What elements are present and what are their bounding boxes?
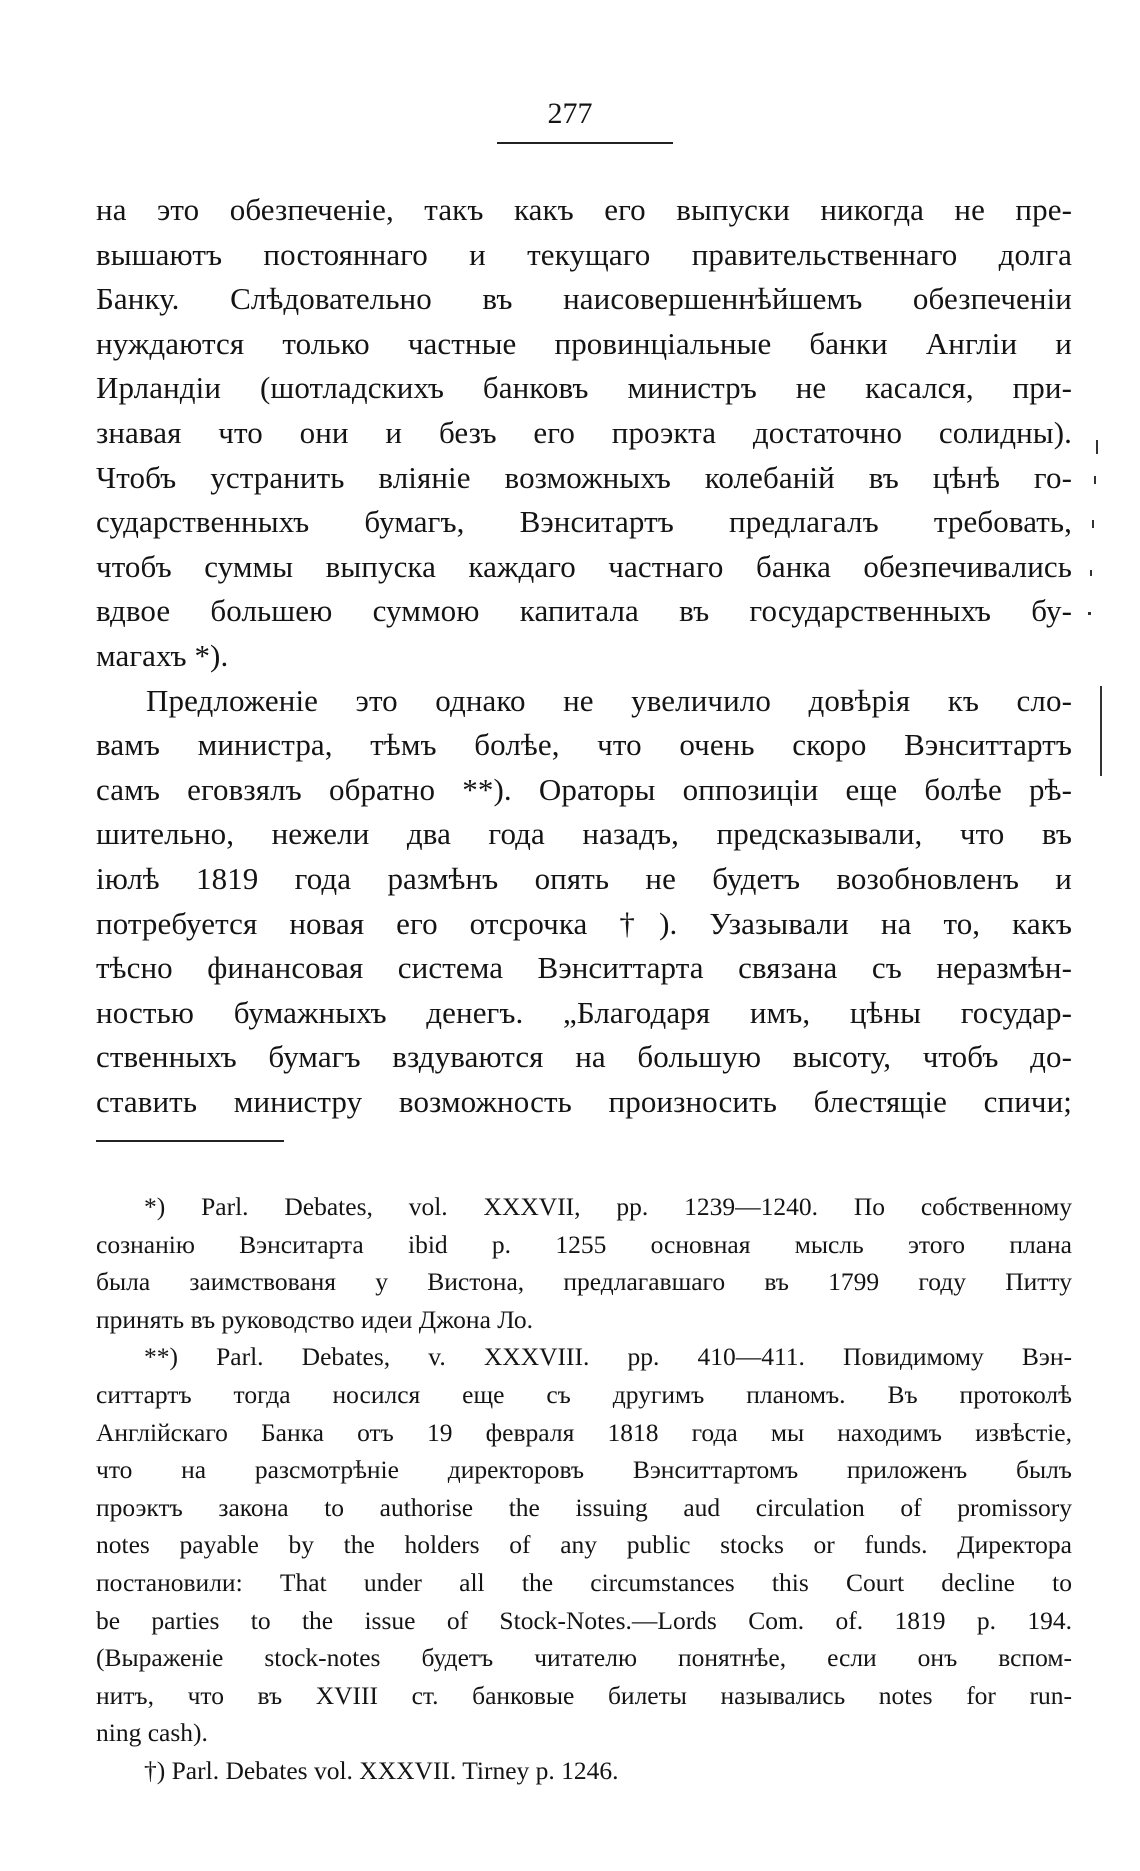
text-line: самъ еговзялъ обратно **). Ораторы оппозиціи еще болѣе рѣ- bbox=[96, 771, 1072, 807]
text-line: нуждаются только частные провинціальные банки Англіи и bbox=[96, 325, 1072, 361]
footnote-line: была заимствованя у Вистона, предлагавшаго въ 1799 году Питту bbox=[96, 1267, 1072, 1297]
footnote-line: нитъ, что въ XVIII ст. банковые билеты назывались notes for run- bbox=[96, 1680, 1072, 1710]
footnote-line: ситтартъ тогда носился еще съ другимъ планомъ. Въ протоколѣ bbox=[96, 1379, 1072, 1409]
footnote-line: ning cash). bbox=[96, 1718, 208, 1748]
text-line: чтобъ суммы выпуска каждаго частнаго банка обезпечивались bbox=[96, 548, 1072, 584]
footnote-line: проэктъ закона to authorise the issuing aud circulation of promissory bbox=[96, 1492, 1072, 1522]
text-line: вамъ министра, тѣмъ болѣе, что очень скоро Вэнситтартъ bbox=[96, 727, 1072, 763]
text-line: ственныхъ бумагъ вздуваются на большую высоту, чтобъ до- bbox=[96, 1039, 1072, 1075]
page-number: 277 bbox=[547, 97, 593, 130]
footnote-line: сознанію Вэнситарта ibid p. 1255 основная мысль этого плана bbox=[96, 1229, 1072, 1259]
footnote-rule bbox=[96, 1140, 284, 1142]
text-line: тѣсно финансовая система Вэнситтарта связана съ неразмѣн- bbox=[96, 950, 1072, 986]
margin-mark bbox=[1100, 686, 1102, 776]
text-line: Ирландіи (шотладскихъ банковъ министръ не касался, при- bbox=[96, 370, 1072, 406]
margin-mark bbox=[1094, 476, 1096, 484]
text-line: Банку. Слѣдовательно въ наисовершеннѣйшемъ обезпеченіи bbox=[96, 281, 1072, 317]
main-text bbox=[96, 188, 1072, 1124]
footnote-line: Англійскаго Банка отъ 19 февраля 1818 года мы находимъ извѣстіе, bbox=[96, 1417, 1072, 1447]
text-line: знавая что они и безъ его проэкта достаточно солидны). bbox=[96, 414, 1072, 450]
text-line: сударственныхъ бумагъ, Вэнситартъ предлагалъ требовать, bbox=[96, 504, 1072, 540]
page-number-rule bbox=[497, 142, 673, 144]
footnote-line: notes payable by the holders of any public stocks or funds. Директора bbox=[96, 1530, 1072, 1560]
text-line: потребуется новая его отсрочка †). Узазывали на то, какъ bbox=[96, 905, 1072, 941]
margin-mark bbox=[1090, 570, 1092, 576]
footnote-line: что на разсмотрѣніе директоровъ Вэнситтартомъ приложенъ былъ bbox=[96, 1455, 1072, 1485]
footnote-line: be parties to the issue of Stock-Notes.—Lords Com. of. 1819 p. 194. bbox=[96, 1605, 1072, 1635]
text-line: вдвое большею суммою капитала въ государственныхъ бу- bbox=[96, 593, 1072, 629]
margin-mark bbox=[1088, 612, 1091, 615]
text-line: магахъ *). bbox=[96, 637, 229, 673]
text-line: Чтобъ устранить вліяніе возможныхъ колебаній въ цѣнѣ го- bbox=[96, 459, 1072, 495]
footnote-line: †) Parl. Debates vol. XXXVII. Tirney p. 1246. bbox=[144, 1755, 619, 1785]
text-line: шительно, нежели два года назадъ, предсказывали, что въ bbox=[96, 816, 1072, 852]
margin-marks bbox=[1086, 440, 1106, 800]
text-line: ностью бумажныхъ денегъ. „Благодаря имъ, цѣны государ- bbox=[96, 994, 1072, 1030]
footnote-line: **) Parl. Debates, v. XXXVIII. pp. 410—411. Повидимому Вэн- bbox=[144, 1342, 1072, 1372]
text-line: Предложеніе это однако не увеличило довѣрія къ сло- bbox=[146, 682, 1072, 718]
footnote-line: (Выраженіе stock-notes будетъ читателю понятнѣе, если онъ вспом- bbox=[96, 1643, 1072, 1673]
text-line: вышаютъ постояннаго и текущаго правительственнаго долга bbox=[96, 236, 1072, 272]
text-line: на это обезпеченіе, такъ какъ его выпуски никогда не пре- bbox=[96, 192, 1072, 227]
footnotes bbox=[96, 1188, 1072, 1790]
margin-mark bbox=[1092, 520, 1094, 528]
footnote-line: постановили: That under all the circumstances this Court decline to bbox=[96, 1567, 1072, 1597]
text-line: ставить министру возможность произносить блестящіе спичи; bbox=[96, 1083, 1072, 1119]
margin-mark bbox=[1096, 440, 1098, 454]
text-line: іюлѣ 1819 года размѣнъ опять не будетъ возобновленъ и bbox=[96, 860, 1072, 896]
footnote-line: *) Parl. Debates, vol. XXXVII, pp. 1239—1240. По собственному bbox=[144, 1192, 1072, 1221]
footnote-line: принять въ руководство идеи Джона Ло. bbox=[96, 1304, 534, 1334]
